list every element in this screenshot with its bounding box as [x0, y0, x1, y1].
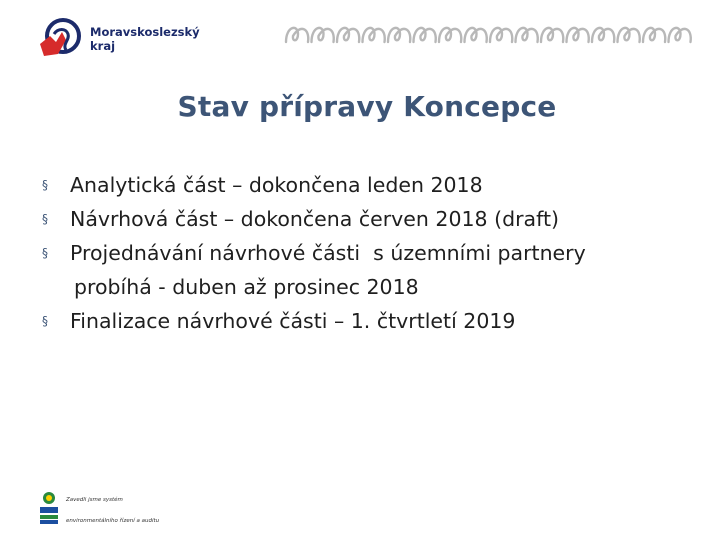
- emas-footer: [38, 490, 159, 532]
- ornament-loop: [286, 28, 308, 42]
- ornament-loop: [592, 28, 614, 42]
- bullet-marker: §: [42, 212, 48, 226]
- ornament-loop: [312, 28, 334, 42]
- bullet-marker: §: [42, 178, 48, 192]
- slide-title: Stav přípravy Koncepce: [177, 90, 557, 123]
- ornament-loop: [669, 28, 691, 42]
- bullet-text: Projednávání návrhové části s územními partnery: [70, 241, 586, 265]
- ornament-loop: [414, 28, 436, 42]
- region-emblem-icon: [36, 14, 86, 64]
- emas-text: [66, 490, 159, 532]
- ornament-loop: [516, 28, 538, 42]
- ornament-loop: [465, 28, 487, 42]
- bullet-text: probíhá - duben až prosinec 2018: [74, 275, 419, 299]
- bullet-text: Analytická část – dokončena leden 2018: [70, 173, 483, 197]
- ornament-loop: [618, 28, 640, 42]
- bullet-text: Finalizace návrhové části – 1. čtvrtletí 2019: [70, 309, 516, 333]
- region-logo-line1: Moravskoslezský: [90, 25, 200, 39]
- bullet-item: [42, 168, 702, 202]
- bullet-item: [42, 304, 702, 338]
- bullet-list: [42, 168, 702, 338]
- ornament-loop: [388, 28, 410, 42]
- ornament-loop: [363, 28, 385, 42]
- ornament-loop: [567, 28, 589, 42]
- emas-text-line2: environmentálního řízení a auditu: [66, 518, 160, 524]
- bullet-item: [42, 202, 702, 236]
- ornament-loop: [490, 28, 512, 42]
- bullet-marker: §: [42, 246, 48, 260]
- emas-logo-icon: [38, 490, 60, 526]
- region-logo-text: [90, 25, 200, 53]
- region-logo: [36, 14, 200, 64]
- ornament-loop: [337, 28, 359, 42]
- ornament-loop: [439, 28, 461, 42]
- decorative-ornament: [282, 20, 694, 48]
- bullet-item: [42, 236, 702, 304]
- region-logo-line2: kraj: [90, 39, 116, 53]
- bullet-marker: §: [42, 314, 48, 328]
- ornament-loop: [541, 28, 563, 42]
- ornament-loop: [643, 28, 665, 42]
- bullet-text: Návrhová část – dokončena červen 2018 (draft): [70, 207, 560, 231]
- emas-text-line1: Zavedli jsme systém: [66, 497, 123, 503]
